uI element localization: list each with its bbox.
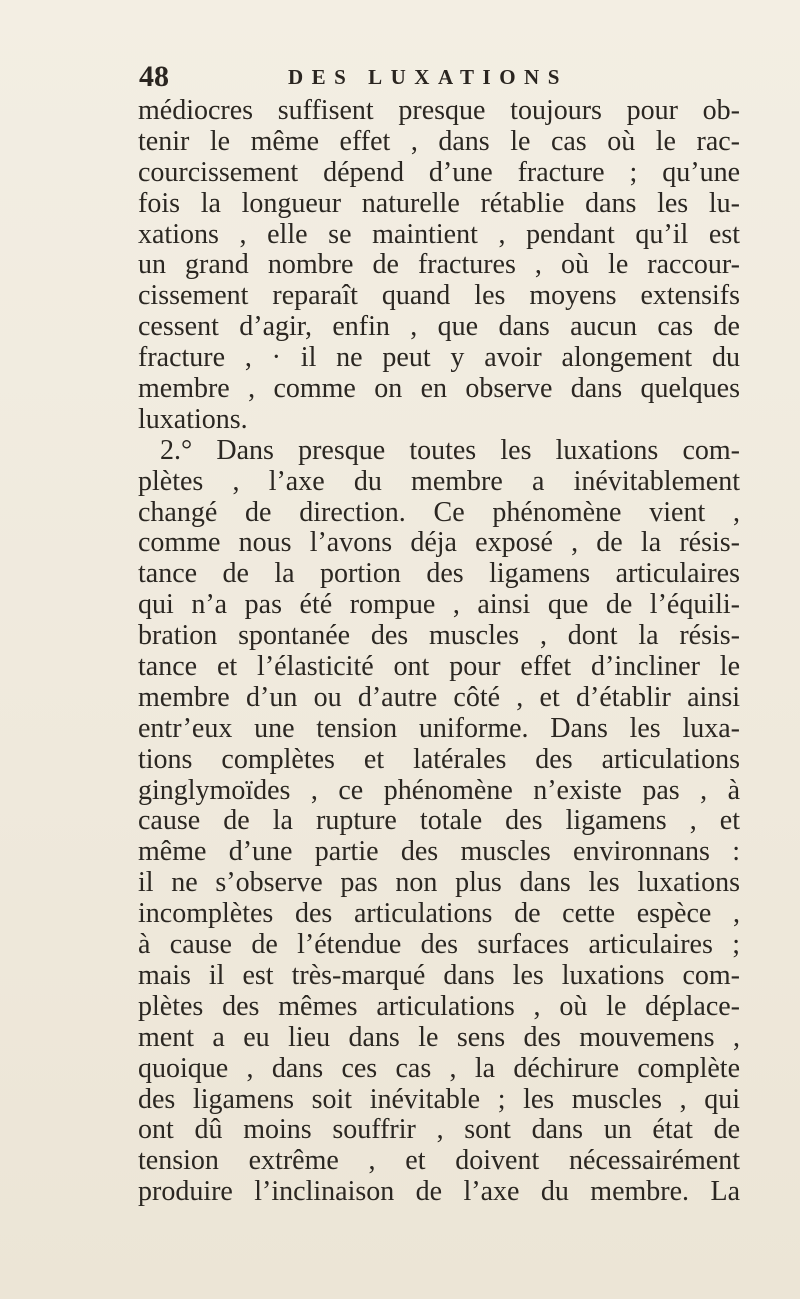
text-line: fracture , · il ne peut y avoir alongement du [138, 342, 740, 374]
text-line: médiocres suffisent presque toujours pour ob- [138, 95, 740, 126]
text-line: qui n’a pas été rompue , ainsi que de l’équili- [138, 589, 740, 621]
text-line: incomplètes des articulations de cette espèce , [138, 898, 740, 930]
text-line: ment a eu lieu dans le sens des mouvemens , [138, 1021, 740, 1053]
text-line: tension extrême , et doivent nécessairément [138, 1145, 740, 1177]
page-number: 48 [139, 60, 169, 93]
text-line: tance de la portion des ligamens articulaires [138, 558, 740, 590]
paragraph-start-line: 2.° Dans presque toutes les luxations com- [160, 434, 740, 466]
text-line: bration spontanée des muscles , dont la résis- [138, 620, 740, 652]
text-line: ginglymoïdes , ce phénomène n’existe pas , à [138, 774, 740, 806]
body-text [138, 96, 740, 1208]
text-line: quoique , dans ces cas , la déchirure complète [138, 1052, 740, 1084]
text-line: tance et l’élasticité ont pour effet d’incliner le [138, 651, 740, 683]
text-line: changé de direction. Ce phénomène vient , [138, 496, 740, 528]
text-line: tenir le même effet , dans le cas où le rac- [138, 125, 740, 157]
text-line: produire l’inclinaison de l’axe du membre. La [138, 1176, 740, 1208]
text-line: entr’eux une tension uniforme. Dans les luxa- [138, 712, 740, 744]
text-line: membre , comme on en observe dans quelques [138, 373, 740, 405]
paragraph-end-line: luxations. [138, 403, 248, 435]
text-line: plètes , l’axe du membre a inévitablement [138, 465, 740, 497]
text-line: xations , elle se maintient , pendant qu’il est [138, 218, 740, 250]
text-line: des ligamens soit inévitable ; les muscles , qui [138, 1083, 740, 1115]
text-line: fois la longueur naturelle rétablie dans les lu- [138, 187, 740, 219]
text-line: un grand nombre de fractures , où le raccour- [138, 249, 740, 281]
text-line: courcissement dépend d’une fracture ; qu’une [138, 156, 740, 188]
text-line: il ne s’observe pas non plus dans les luxations [138, 867, 740, 899]
text-line: à cause de l’étendue des surfaces articulaires ; [138, 929, 740, 961]
text-line: cause de la rupture totale des ligamens , et [138, 805, 740, 837]
text-line: membre d’un ou d’autre côté , et d’établir ainsi [138, 681, 740, 713]
text-line: cissement reparaît quand les moyens extensifs [138, 280, 740, 312]
text-line: ont dû moins souffrir , sont dans un état de [138, 1114, 740, 1146]
text-line: comme nous l’avons déja exposé , de la résis- [138, 527, 740, 559]
text-line: même d’une partie des muscles environnans : [138, 836, 740, 868]
text-line: mais il est très-marqué dans les luxations com- [138, 959, 740, 991]
page-header [139, 60, 739, 94]
text-line: cessent d’agir, enfin , que dans aucun cas de [138, 311, 740, 343]
running-head: DES LUXATIONS [288, 65, 568, 89]
text-line: tions complètes et latérales des articulations [138, 743, 740, 775]
text-line: plètes des mêmes articulations , où le déplace- [138, 990, 740, 1022]
